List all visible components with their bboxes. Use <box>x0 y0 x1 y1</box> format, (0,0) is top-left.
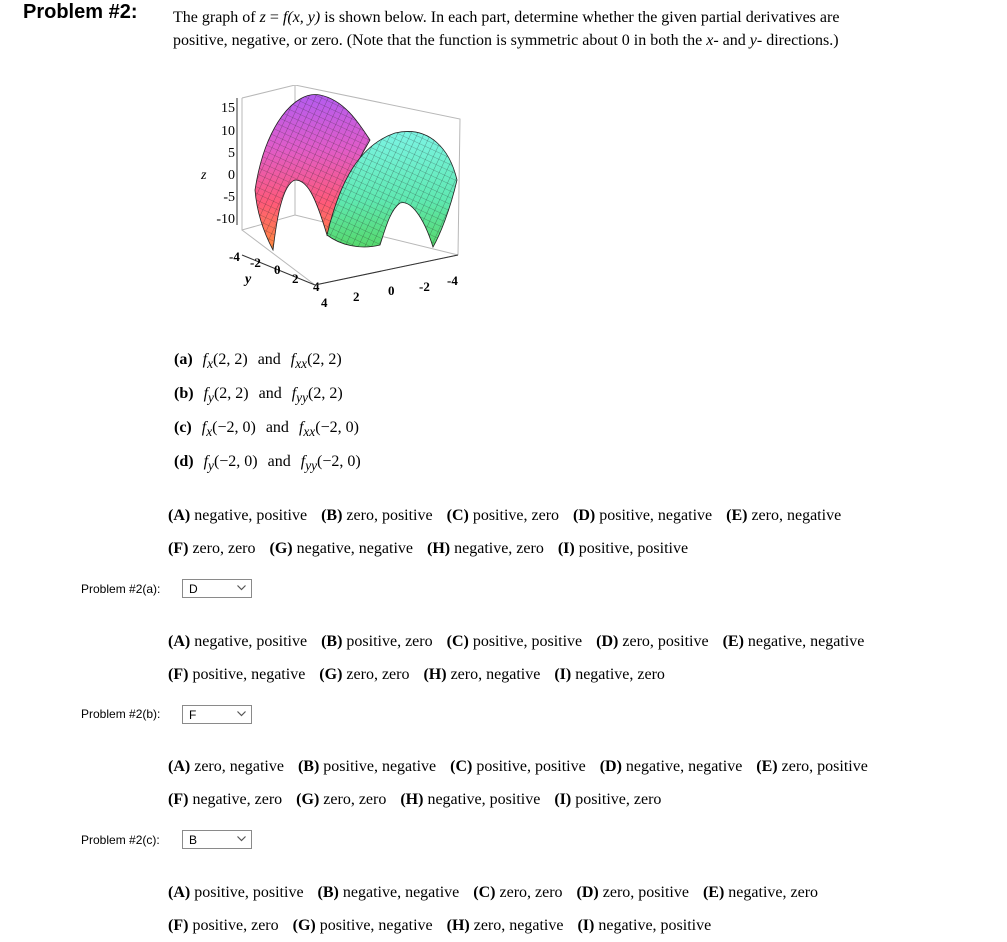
z-axis-label: z <box>201 168 207 183</box>
choice-option: (F) negative, zero <box>168 791 283 808</box>
choice-option: (E) negative, zero <box>702 884 819 901</box>
intro-text: is shown below. In each part, determine whether the given partial derivatives are <box>324 9 840 26</box>
choice-option: (F) zero, zero <box>168 540 256 557</box>
choice-option: (A) negative, positive <box>168 633 308 650</box>
choice-option: (F) positive, zero <box>168 917 279 934</box>
choice-option: (B) negative, negative <box>317 884 460 901</box>
math-sub: yy <box>305 458 318 474</box>
choice-line <box>168 909 828 942</box>
math-args: (2, 2) <box>213 351 248 368</box>
and-text: and <box>267 453 291 470</box>
choice-set-c <box>168 750 878 816</box>
intro-text: positive, negative, or zero. (Note that the function is symmetric about 0 in both the <box>173 32 703 49</box>
choice-option: (C) positive, positive <box>450 758 586 775</box>
math-args: (2, 2) <box>308 385 343 402</box>
choice-set-a <box>168 499 851 565</box>
chevron-down-icon <box>236 833 247 844</box>
part-label: (d) <box>174 453 194 470</box>
math-args: (−2, 0) <box>317 453 361 470</box>
problem-heading: Problem #2: <box>23 1 138 23</box>
math-func: f <box>201 419 207 436</box>
part-label: (b) <box>174 385 194 402</box>
choice-option: (H) zero, negative <box>423 666 541 683</box>
y-tick: -2 <box>250 255 261 270</box>
math-var: y <box>749 32 757 49</box>
choice-option: (B) positive, negative <box>297 758 437 775</box>
choice-line <box>168 625 874 658</box>
y-tick: 2 <box>292 271 299 286</box>
intro-line-1 <box>173 6 839 29</box>
y-tick: 4 <box>313 279 320 294</box>
selected-value: F <box>189 708 197 722</box>
choice-option: (G) zero, zero <box>319 666 410 683</box>
and-text: and <box>265 419 289 436</box>
math-sub: yy <box>296 390 308 406</box>
math-func: f <box>300 453 306 470</box>
choice-option: (H) negative, zero <box>427 540 544 557</box>
choice-option: (E) negative, negative <box>722 633 865 650</box>
choice-option: (D) zero, positive <box>596 633 709 650</box>
answer-select-b[interactable] <box>182 705 252 724</box>
chevron-down-icon <box>236 708 247 719</box>
math-sub: x <box>207 356 214 372</box>
math-args: (x, y) <box>287 9 321 26</box>
z-tick: 10 <box>221 124 235 139</box>
part-label: (a) <box>174 351 193 368</box>
choice-option: (I) negative, zero <box>554 666 665 683</box>
choice-option: (E) zero, positive <box>756 758 868 775</box>
math-args: (−2, 0) <box>315 419 359 436</box>
choice-option: (H) negative, positive <box>400 791 541 808</box>
choice-line <box>168 532 851 565</box>
problem-intro <box>173 6 839 52</box>
z-tick: 0 <box>228 168 235 183</box>
choice-option: (G) positive, negative <box>292 917 433 934</box>
answer-select-a[interactable] <box>182 579 252 598</box>
choice-line <box>168 658 874 691</box>
answer-label-a: Problem #2(a): <box>81 582 161 596</box>
answer-label-b: Problem #2(b): <box>81 707 161 721</box>
choice-option: (C) positive, zero <box>446 507 560 524</box>
math-func: f <box>298 419 304 436</box>
chevron-down-icon <box>236 582 247 593</box>
x-tick: 2 <box>353 289 360 304</box>
math-func: f <box>290 351 296 368</box>
math-func: f <box>203 453 209 470</box>
math-args: (2, 2) <box>213 385 249 402</box>
math-func: f <box>291 385 297 402</box>
choice-option: (C) zero, zero <box>473 884 563 901</box>
choice-option: (H) zero, negative <box>446 917 564 934</box>
x-tick: 0 <box>388 283 395 298</box>
math-op: = <box>269 9 279 26</box>
answer-select-c[interactable] <box>182 830 252 849</box>
choice-option: (A) positive, positive <box>168 884 304 901</box>
choice-option: (I) positive, positive <box>557 540 689 557</box>
choice-option: (I) positive, zero <box>554 791 662 808</box>
choice-option: (D) zero, positive <box>576 884 689 901</box>
choice-option: (I) negative, positive <box>577 917 712 934</box>
math-sub: xx <box>295 356 308 372</box>
choice-option: (C) positive, positive <box>446 633 583 650</box>
choice-line <box>168 783 878 816</box>
x-tick: 4 <box>321 295 328 310</box>
choice-line <box>168 876 828 909</box>
math-sub: y <box>208 390 214 406</box>
z-tick: -5 <box>223 190 235 205</box>
choice-option: (E) zero, negative <box>726 507 842 524</box>
choice-option: (D) positive, negative <box>573 507 713 524</box>
intro-text: - directions.) <box>756 32 839 49</box>
y-tick: -4 <box>229 249 240 264</box>
surface-plot <box>195 85 475 315</box>
selected-value: B <box>189 833 198 847</box>
z-tick: -10 <box>216 212 235 227</box>
x-tick: -4 <box>447 273 458 288</box>
choice-option: (G) negative, negative <box>269 540 413 557</box>
math-args: (−2, 0) <box>213 453 258 470</box>
math-sub: y <box>208 458 214 474</box>
part-label: (c) <box>174 419 192 436</box>
intro-text: - and <box>713 32 746 49</box>
choice-option: (A) negative, positive <box>168 507 308 524</box>
selected-value: D <box>189 582 198 596</box>
choice-option: (B) positive, zero <box>321 633 433 650</box>
intro-line-2 <box>173 29 839 52</box>
choice-line <box>168 750 878 783</box>
part-a <box>174 343 361 377</box>
part-c <box>174 411 361 445</box>
math-args: (2, 2) <box>307 351 342 368</box>
parts-list <box>174 343 361 479</box>
z-tick: 5 <box>228 146 235 161</box>
choice-option: (D) negative, negative <box>599 758 743 775</box>
y-tick: 0 <box>274 262 281 277</box>
choice-set-b <box>168 625 874 691</box>
math-var: x <box>706 32 714 49</box>
and-text: and <box>257 351 281 368</box>
math-func: f <box>203 385 209 402</box>
part-d <box>174 445 361 479</box>
math-func: f <box>202 351 208 368</box>
answer-label-c: Problem #2(c): <box>81 833 160 847</box>
y-axis-label: y <box>245 272 252 287</box>
choice-option: (B) zero, positive <box>321 507 433 524</box>
z-tick: 15 <box>221 101 235 116</box>
math-sub: x <box>206 424 213 440</box>
and-text: and <box>258 385 282 402</box>
choice-line <box>168 499 851 532</box>
math-var: z <box>259 9 266 26</box>
math-sub: xx <box>303 424 316 440</box>
math-func: f <box>282 9 288 26</box>
intro-text: The graph of <box>173 9 256 26</box>
math-args: (−2, 0) <box>212 419 256 436</box>
part-b <box>174 377 361 411</box>
choice-option: (F) positive, negative <box>168 666 306 683</box>
choice-option: (A) zero, negative <box>168 758 284 775</box>
choice-option: (G) zero, zero <box>296 791 387 808</box>
x-tick: -2 <box>419 279 430 294</box>
choice-set-d <box>168 876 828 942</box>
